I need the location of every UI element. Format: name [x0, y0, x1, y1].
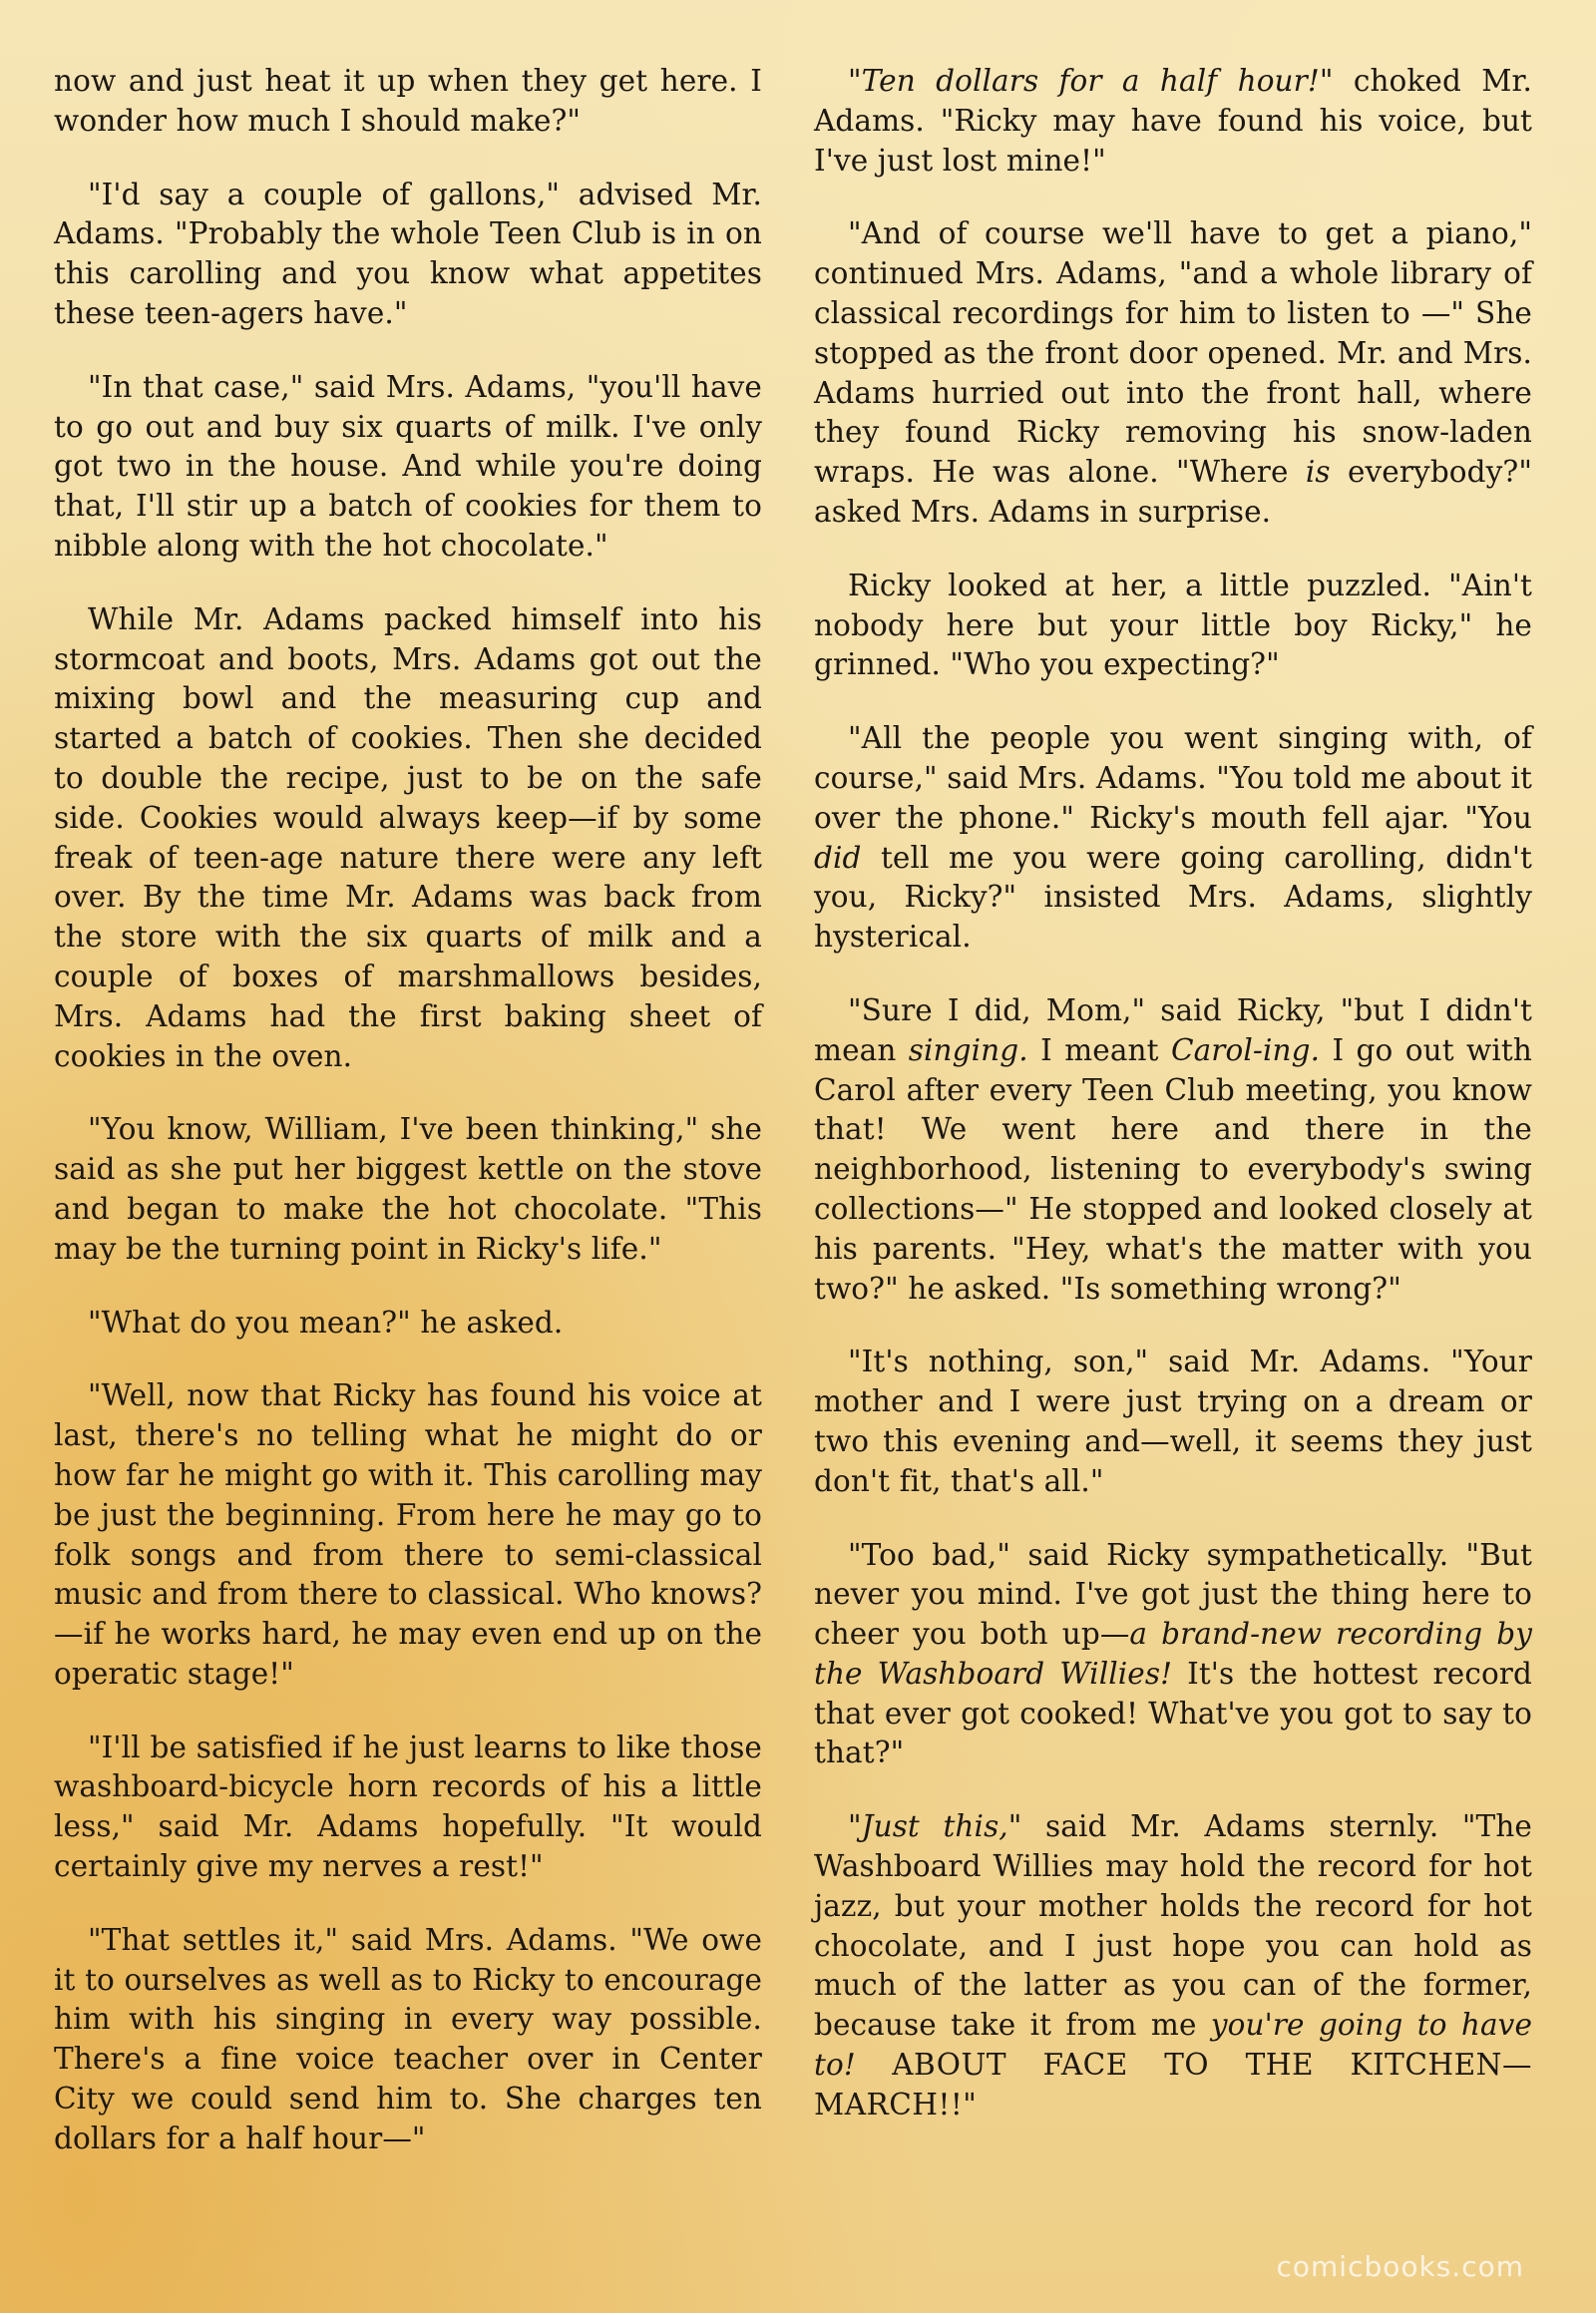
text-column-left: [54, 62, 762, 2159]
emphasis: you're going to have to!: [814, 2008, 1533, 2083]
paragraph: [814, 1536, 1532, 1774]
text-run: tell me you were going carolling, didn't you, Ricky?" insisted Mrs. Adams, slightly hysterical.: [814, 840, 1532, 955]
paragraph: "It's nothing, son," said Mr. Adams. "Your mother and I were just trying on a dream or two this evening and—well, it seems they just don't fit, that's all.": [814, 1345, 1532, 1498]
text-run: said Mr. Adams sternly. "The Washboard Willies may hold the record for hot jazz, but your mother holds the record for hot chocolate, and I just hope you can hold as much of the latter as you can of the former, because take it from me: [814, 1809, 1532, 2043]
emphasis: did: [814, 840, 862, 875]
paragraph: "You know, William, I've been thinking," she said as she put her biggest kettle on the stove and began to make the hot chocolate. "This may be the turning point in Ricky's life.": [54, 1112, 762, 1266]
paragraph: Ricky looked at her, a little puzzled. "Ain't nobody here but your little boy Ricky," he grinned. "Who you expecting?": [814, 568, 1532, 682]
paragraph: "In that case," said Mrs. Adams, "you'll have to go out and buy six quarts of milk. I've only got two in the house. And while you're doing that, I'll stir up a batch of cookies for them to nibble along with the hot chocolate.": [54, 369, 762, 563]
emphasis: "Ten dollars for a half hour!": [848, 64, 1334, 98]
paragraph: "That settles it," said Mrs. Adams. "We owe it to ourselves as well as to Ricky to encourage him with his singing in every way possible. There's a fine voice teacher over in Center City we could send him to. She charges ten dollars for a half hour—": [54, 1922, 762, 2155]
text-run: everybody?" asked Mrs. Adams in surprise.: [814, 455, 1532, 529]
text-run: I go out with Carol after every Teen Club meeting, you know that! We went here and there in the neighborhood, listening to everybody's swing collections—" He stopped and looked closely at his parents. "Hey, what's the matter with you two?" he asked. "Is something wrong?": [814, 1032, 1532, 1306]
paragraph: "I'd say a couple of gallons," advised Mr. Adams. "Probably the whole Teen Club is in on this carolling and you know what appetites these teen-agers have.": [54, 177, 762, 330]
emphasis: singing.: [908, 1032, 1028, 1067]
text-run: I meant: [1027, 1032, 1171, 1067]
text-column-right: [814, 62, 1532, 2125]
paragraph: "What do you mean?" he asked.: [88, 1305, 564, 1340]
paragraph: [814, 1807, 1532, 2124]
emphasis: Carol-ing.: [1170, 1032, 1321, 1067]
paragraph: [814, 719, 1532, 958]
paragraph: [814, 62, 1532, 181]
text-run: "And of course we'll have to get a piano," continued Mrs. Adams, "and a whole library of classical recordings for him to listen to —" She stopped as the front door opened. Mr. and Mrs. Adams hurried out into the front hall, where they found Ricky removing his snow-laden wraps. He was alone. "Where: [814, 216, 1532, 490]
paragraph: "Well, now that Ricky has found his voice at last, there's no telling what he might do or how far he might go with it. This carolling may be just the beginning. From here he may go to folk songs and from there to semi-classical music and from there to classical. Who knows?—if he works hard, he may even end up on the operatic stage!": [54, 1378, 762, 1691]
text-run: "Sure I did, Mom," said Ricky, "but I didn't mean: [814, 992, 1532, 1067]
paragraph: "I'll be satisfied if he just learns to like those washboard-bicycle horn records of his a little less," said Mr. Adams hopefully. "It would certainly give my nerves a rest!": [54, 1730, 762, 1884]
text-run: It's the hottest record that ever got cooked! What've you got to say to that?": [814, 1656, 1532, 1770]
text-run: choked Mr. Adams. "Ricky may have found his voice, but I've just lost mine!": [814, 64, 1532, 178]
emphasis: —a brand-new recording by the Washboard Willies!: [814, 1617, 1532, 1691]
emphasis: is: [1305, 455, 1331, 490]
shout-text: ABOUT FACE TO THE KITCHEN—MARCH!!": [814, 2048, 1532, 2121]
text-run: "All the people you went singing with, of course," said Mrs. Adams. "You told me about it over the phone." Ricky's mouth fell ajar. "You: [814, 721, 1532, 835]
paragraph: [814, 991, 1532, 1309]
paragraph: [814, 214, 1532, 532]
watermark: comicbooks.com: [1276, 2250, 1524, 2283]
emphasis: "Just this,": [848, 1809, 1022, 1844]
text-run: "Too bad," said Ricky sympathetically. "But never you mind. I've got just the thing here to cheer you both up: [814, 1537, 1532, 1652]
paragraph: now and just heat it up when they get here. I wonder how much I should make?": [54, 64, 762, 138]
paragraph: While Mr. Adams packed himself into his stormcoat and boots, Mrs. Adams got out the mixing bowl and the measuring cup and started a batch of cookies. Then she decided to double the recipe, just to be on the safe side. Cookies would always keep—if by some freak of teen-age nature there were any left over. By the time Mr. Adams was back from the store with the six quarts of milk and a couple of boxes of marshmallows besides, Mrs. Adams had the first baking sheet of cookies in the oven.: [54, 601, 762, 1073]
